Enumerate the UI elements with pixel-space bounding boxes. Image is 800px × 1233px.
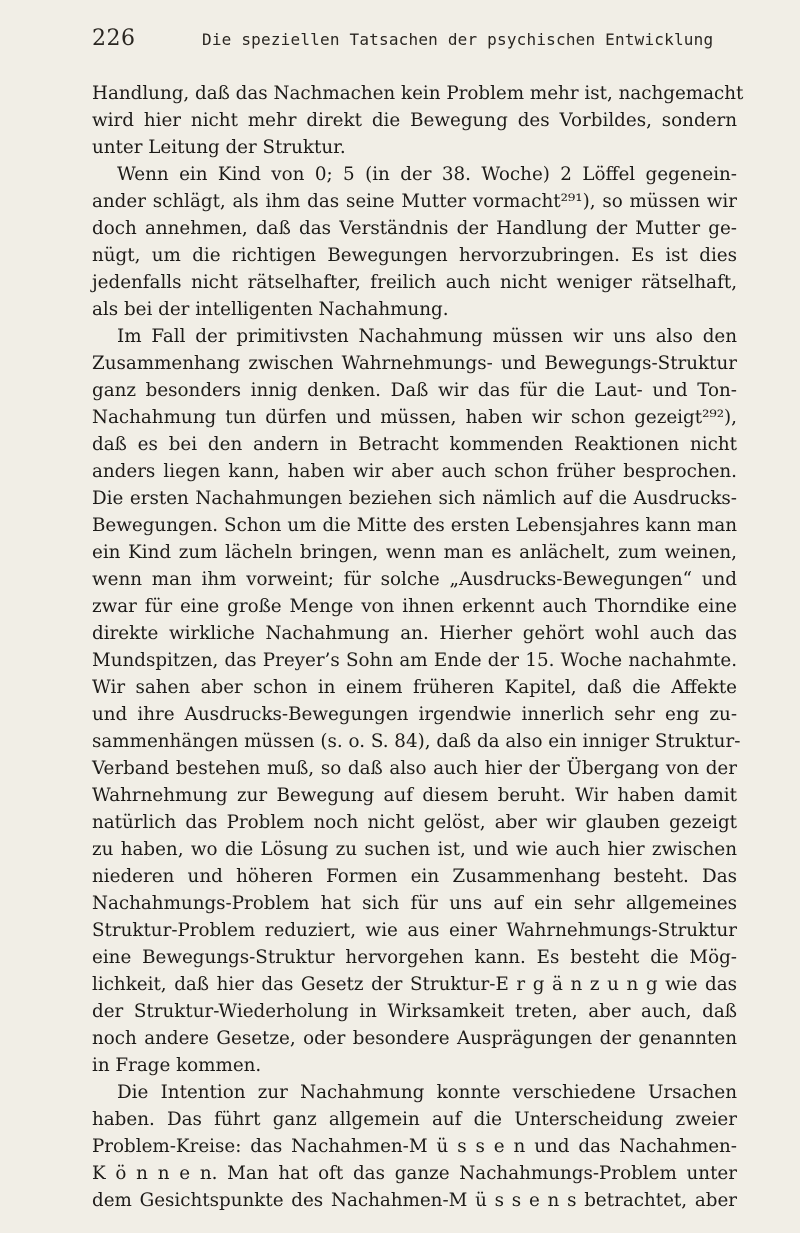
text-line: doch annehmen, daß das Verständnis der Handlung der Mutter ge- xyxy=(92,218,737,239)
text-line: unter Leitung der Struktur. xyxy=(92,137,346,158)
body-text xyxy=(92,80,744,1214)
text-line: wird hier nicht mehr direkt die Bewegung des Vorbildes, sondern xyxy=(92,110,737,131)
text-line: und ihre Ausdrucks-Bewegungen irgendwie innerlich sehr eng zu- xyxy=(92,704,737,725)
text-line: ander schlägt, als ihm das seine Mutter vormacht²⁹¹), so müssen wir xyxy=(92,191,737,212)
text-line: zwar für eine große Menge von ihnen erkennt auch Thorndike eine xyxy=(92,596,737,617)
text-line: nügt, um die richtigen Bewegungen hervorzubringen. Es ist dies xyxy=(92,245,737,266)
running-head xyxy=(92,16,732,56)
text-line: natürlich das Problem noch nicht gelöst, aber wir glauben gezeigt xyxy=(92,812,737,833)
text-line: direkte wirkliche Nachahmung an. Hierher gehört wohl auch das xyxy=(92,623,737,644)
text-line: Nachahmungs-Problem hat sich für uns auf ein sehr allgemeines xyxy=(92,893,737,914)
text-line: als bei der intelligenten Nachahmung. xyxy=(92,299,449,320)
text-line: daß es bei den andern in Betracht kommenden Reaktionen nicht xyxy=(92,434,737,455)
text-line: Nachahmung tun dürfen und müssen, haben wir schon gezeigt²⁹²), xyxy=(92,407,737,428)
text-line: anders liegen kann, haben wir aber auch schon früher besprochen. xyxy=(92,461,737,482)
text-line: Zusammenhang zwischen Wahrnehmungs- und Bewegungs-Struktur xyxy=(92,353,737,374)
text-line: zu haben, wo die Lösung zu suchen ist, und wie auch hier zwischen xyxy=(92,839,737,860)
text-line: Mundspitzen, das Preyer’s Sohn am Ende der 15. Woche nachahmte. xyxy=(92,650,737,671)
text-line: Wenn ein Kind von 0; 5 (in der 38. Woche) 2 Löffel gegenein- xyxy=(117,164,737,185)
text-line: in Frage kommen. xyxy=(92,1055,262,1076)
text-line: der Struktur-Wiederholung in Wirksamkeit treten, aber auch, daß xyxy=(92,1001,737,1022)
text-line: dem Gesichtspunkte des Nachahmen-M ü s s e n s betrachtet, aber xyxy=(92,1190,737,1211)
text-line: niederen und höheren Formen ein Zusammenhang besteht. Das xyxy=(92,866,737,887)
text-line: Wir sahen aber schon in einem früheren Kapitel, daß die Affekte xyxy=(92,677,737,698)
text-line: Wahrnehmung zur Bewegung auf diesem beruht. Wir haben damit xyxy=(92,785,737,806)
text-line: ganz besonders innig denken. Daß wir das für die Laut- und Ton- xyxy=(92,380,737,401)
text-line: Bewegungen. Schon um die Mitte des ersten Lebensjahres kann man xyxy=(92,515,737,536)
text-line: noch andere Gesetze, oder besondere Ausprägungen der genannten xyxy=(92,1028,737,1049)
text-line: Handlung, daß das Nachmachen kein Problem mehr ist, nachgemacht xyxy=(92,83,744,104)
text-line: wenn man ihm vorweint; für solche „Ausdrucks-Bewegungen“ und xyxy=(92,569,737,590)
text-line: Die ersten Nachahmungen beziehen sich nämlich auf die Ausdrucks- xyxy=(92,488,737,509)
text-line: Im Fall der primitivsten Nachahmung müssen wir uns also den xyxy=(117,326,737,347)
page-number: 226 xyxy=(92,26,136,51)
text-line: Die Intention zur Nachahmung konnte verschiedene Ursachen xyxy=(117,1082,737,1103)
text-line: Problem-Kreise: das Nachahmen-M ü s s e n und das Nachahmen- xyxy=(92,1136,737,1157)
text-line: lichkeit, daß hier das Gesetz der Struktur-E r g ä n z u n g wie das xyxy=(92,974,737,995)
running-title: Die speziellen Tatsachen der psychischen Entwicklung xyxy=(202,30,714,49)
text-line: eine Bewegungs-Struktur hervorgehen kann. Es besteht die Mög- xyxy=(92,947,737,968)
text-line: Struktur-Problem reduziert, wie aus einer Wahrnehmungs-Struktur xyxy=(92,920,737,941)
text-line: jedenfalls nicht rätselhafter, freilich auch nicht weniger rätselhaft, xyxy=(92,272,737,293)
text-line: sammenhängen müssen (s. o. S. 84), daß da also ein inniger Struktur- xyxy=(92,731,741,752)
text-line: haben. Das führt ganz allgemein auf die Unterscheidung zweier xyxy=(92,1109,737,1130)
text-line: K ö n n e n. Man hat oft das ganze Nachahmungs-Problem unter xyxy=(92,1163,737,1184)
text-line: ein Kind zum lächeln bringen, wenn man es anlächelt, zum weinen, xyxy=(92,542,737,563)
text-line: Verband bestehen muß, so daß also auch hier der Übergang von der xyxy=(92,758,737,779)
